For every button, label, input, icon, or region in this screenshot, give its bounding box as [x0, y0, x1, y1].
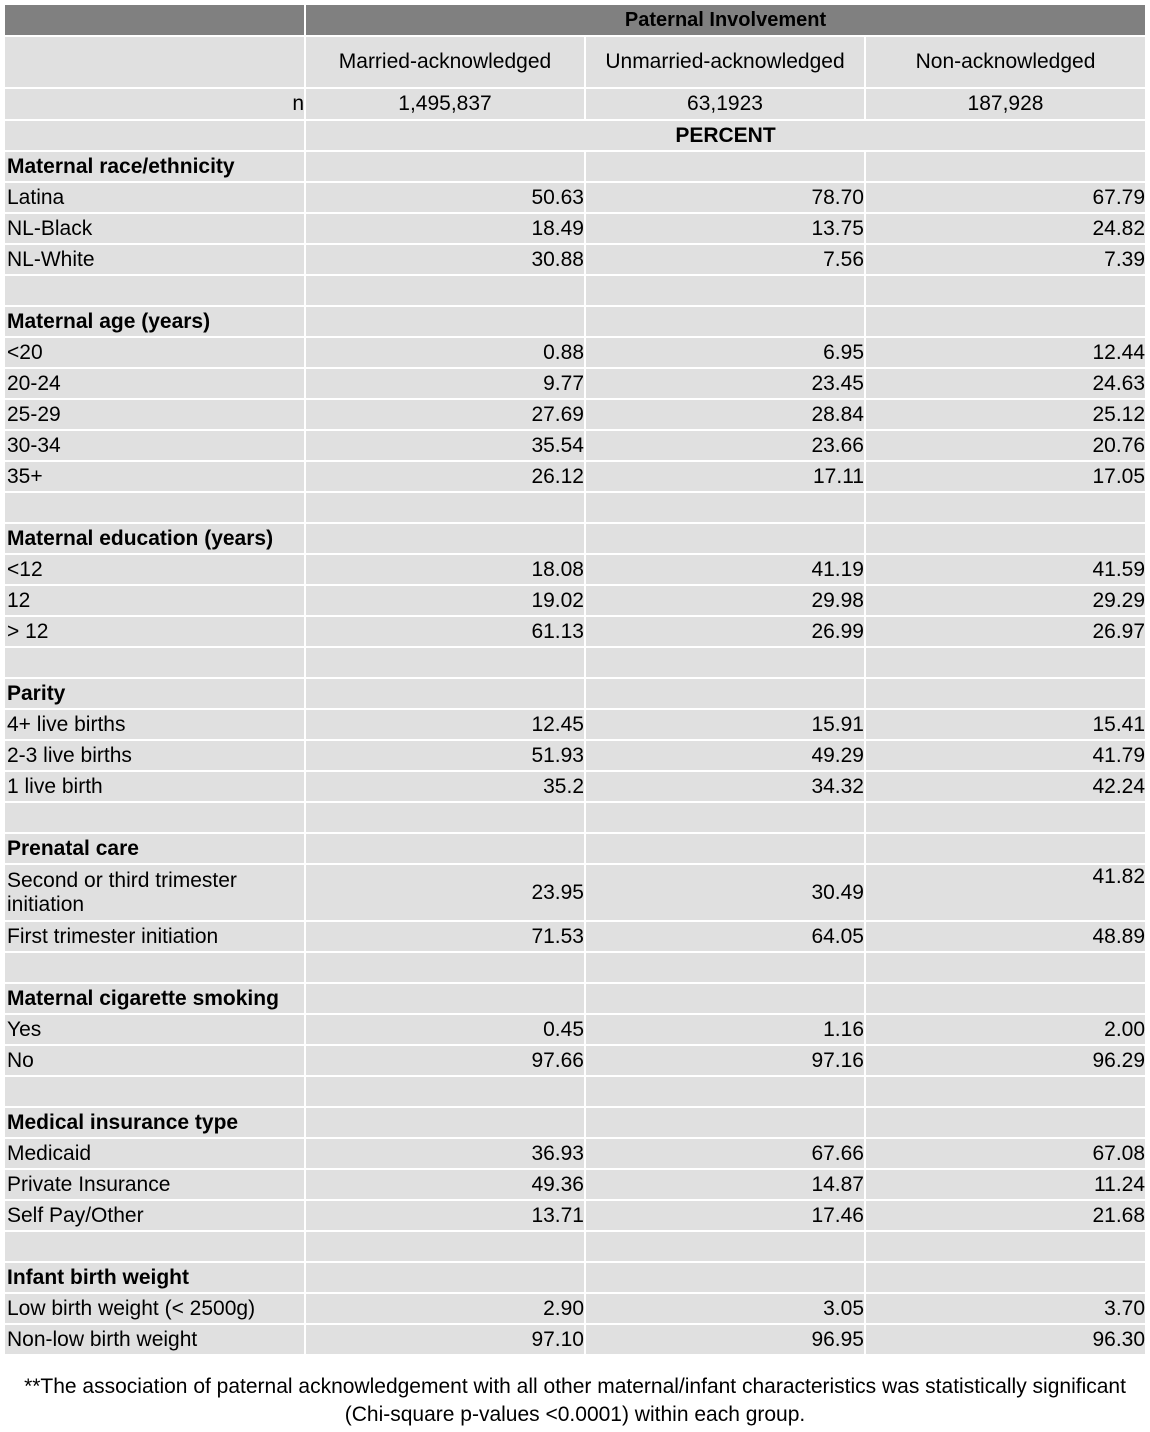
section-heading-row: [4, 306, 1146, 337]
spacer-row: [4, 802, 1146, 833]
row-label: 25-29: [4, 399, 305, 430]
empty-cell: [585, 833, 865, 864]
section-heading-row: [4, 151, 1146, 182]
value-cell: 35.2: [305, 771, 585, 802]
row-label: 35+: [4, 461, 305, 492]
value-cell: 49.36: [305, 1169, 585, 1200]
percent-row: [4, 120, 1146, 151]
value-cell: 30.49: [585, 864, 865, 921]
value-cell: 67.66: [585, 1138, 865, 1169]
table-row: [4, 1014, 1146, 1045]
value-cell: 96.29: [865, 1045, 1146, 1076]
table-row: [4, 244, 1146, 275]
empty-cell: [305, 983, 585, 1014]
empty-cell: [865, 678, 1146, 709]
row-label: NL-Black: [4, 213, 305, 244]
empty-cell: [585, 306, 865, 337]
value-cell: 97.16: [585, 1045, 865, 1076]
value-cell: 1.16: [585, 1014, 865, 1045]
value-cell: 48.89: [865, 921, 1146, 952]
section-heading: Maternal education (years): [4, 523, 305, 554]
value-cell: 7.56: [585, 244, 865, 275]
section-heading: Maternal race/ethnicity: [4, 151, 305, 182]
column-header: Unmarried-acknowledged: [585, 36, 865, 88]
row-label: 1 live birth: [4, 771, 305, 802]
empty-cell: [865, 492, 1146, 523]
empty-cell: [4, 275, 305, 306]
value-cell: 28.84: [585, 399, 865, 430]
value-cell: 50.63: [305, 182, 585, 213]
value-cell: 67.08: [865, 1138, 1146, 1169]
row-label: Private Insurance: [4, 1169, 305, 1200]
value-cell: 97.66: [305, 1045, 585, 1076]
row-label: Non-low birth weight: [4, 1324, 305, 1355]
empty-cell: [865, 647, 1146, 678]
table-row: [4, 709, 1146, 740]
value-cell: 26.12: [305, 461, 585, 492]
empty-cell: [305, 1076, 585, 1107]
table-row: [4, 771, 1146, 802]
value-cell: 0.88: [305, 337, 585, 368]
empty-cell: [305, 952, 585, 983]
column-header: Non-acknowledged: [865, 36, 1146, 88]
empty-cell: [585, 647, 865, 678]
row-label: Latina: [4, 182, 305, 213]
empty-cell: [865, 306, 1146, 337]
spacer-row: [4, 492, 1146, 523]
value-cell: 29.29: [865, 585, 1146, 616]
percent-label: PERCENT: [305, 120, 1146, 151]
row-label: Yes: [4, 1014, 305, 1045]
empty-cell: [865, 1076, 1146, 1107]
value-cell: 19.02: [305, 585, 585, 616]
value-cell: 3.05: [585, 1293, 865, 1324]
n-value: 187,928: [865, 88, 1146, 120]
table-row: [4, 213, 1146, 244]
table-row: [4, 430, 1146, 461]
section-heading-row: [4, 523, 1146, 554]
value-cell: 20.76: [865, 430, 1146, 461]
spacer-row: [4, 275, 1146, 306]
value-cell: 21.68: [865, 1200, 1146, 1231]
column-header-row: [4, 36, 1146, 88]
row-label: <12: [4, 554, 305, 585]
value-cell: 24.82: [865, 213, 1146, 244]
value-cell: 61.13: [305, 616, 585, 647]
empty-cell: [305, 523, 585, 554]
empty-cell: [4, 802, 305, 833]
spacer-row: [4, 647, 1146, 678]
row-label: Low birth weight (< 2500g): [4, 1293, 305, 1324]
value-cell: 41.79: [865, 740, 1146, 771]
empty-cell: [585, 678, 865, 709]
section-heading: Infant birth weight: [4, 1262, 305, 1293]
spacer-row: [4, 1076, 1146, 1107]
footnote: **The association of paternal acknowledgement with all other maternal/infant characteristics was statistically significant (Chi-square p-values <0.0001) within each group.: [24, 1375, 1126, 1426]
empty-cell: [305, 647, 585, 678]
value-cell: 2.90: [305, 1293, 585, 1324]
value-cell: 11.24: [865, 1169, 1146, 1200]
table-row: [4, 182, 1146, 213]
spacer-row: [4, 952, 1146, 983]
section-heading: Maternal cigarette smoking: [4, 983, 305, 1014]
empty-header-cell: [4, 36, 305, 88]
value-cell: 13.75: [585, 213, 865, 244]
empty-cell: [585, 151, 865, 182]
value-cell: 18.49: [305, 213, 585, 244]
row-label: <20: [4, 337, 305, 368]
empty-cell: [305, 802, 585, 833]
empty-cell: [585, 523, 865, 554]
section-heading: Medical insurance type: [4, 1107, 305, 1138]
empty-cell: [865, 523, 1146, 554]
value-cell: 15.41: [865, 709, 1146, 740]
empty-cell: [585, 492, 865, 523]
value-cell: 12.44: [865, 337, 1146, 368]
value-cell: 36.93: [305, 1138, 585, 1169]
value-cell: 26.97: [865, 616, 1146, 647]
value-cell: 17.11: [585, 461, 865, 492]
value-cell: 13.71: [305, 1200, 585, 1231]
empty-cell: [4, 1231, 305, 1262]
value-cell: 17.05: [865, 461, 1146, 492]
table-row: [4, 399, 1146, 430]
group-title: Paternal Involvement: [305, 4, 1146, 36]
value-cell: 34.32: [585, 771, 865, 802]
value-cell: 71.53: [305, 921, 585, 952]
spacer-row: [4, 1231, 1146, 1262]
value-cell: 51.93: [305, 740, 585, 771]
value-cell: 23.66: [585, 430, 865, 461]
empty-cell: [305, 275, 585, 306]
empty-cell: [4, 647, 305, 678]
row-label: 2-3 live births: [4, 740, 305, 771]
n-row: [4, 88, 1146, 120]
table-row: [4, 921, 1146, 952]
group-title-row: [4, 4, 1146, 36]
column-header: Married-acknowledged: [305, 36, 585, 88]
value-cell: 12.45: [305, 709, 585, 740]
empty-cell: [305, 306, 585, 337]
section-heading: Parity: [4, 678, 305, 709]
table-row: [4, 1293, 1146, 1324]
table-row: [4, 1045, 1146, 1076]
empty-percent-cell: [4, 120, 305, 151]
table-body: [4, 4, 1146, 1355]
empty-cell: [4, 952, 305, 983]
value-cell: 29.98: [585, 585, 865, 616]
empty-cell: [585, 1231, 865, 1262]
section-heading-row: [4, 678, 1146, 709]
n-value: 63,1923: [585, 88, 865, 120]
row-label: 20-24: [4, 368, 305, 399]
empty-cell: [865, 983, 1146, 1014]
value-cell: 26.99: [585, 616, 865, 647]
row-label: 30-34: [4, 430, 305, 461]
value-cell: 78.70: [585, 182, 865, 213]
n-label: n: [4, 88, 305, 120]
value-cell: 6.95: [585, 337, 865, 368]
table-row: [4, 337, 1146, 368]
row-label: No: [4, 1045, 305, 1076]
table-row: [4, 554, 1146, 585]
value-cell: 3.70: [865, 1293, 1146, 1324]
value-cell: 49.29: [585, 740, 865, 771]
value-cell: 23.45: [585, 368, 865, 399]
value-cell: 64.05: [585, 921, 865, 952]
empty-cell: [585, 1107, 865, 1138]
empty-cell: [585, 952, 865, 983]
table-row: [4, 368, 1146, 399]
value-cell: 41.59: [865, 554, 1146, 585]
table-row: [4, 1138, 1146, 1169]
empty-cell: [305, 151, 585, 182]
table-row: [4, 1200, 1146, 1231]
empty-cell: [305, 833, 585, 864]
value-cell: 27.69: [305, 399, 585, 430]
section-heading-row: [4, 1107, 1146, 1138]
empty-cell: [865, 1262, 1146, 1293]
empty-cell: [865, 1231, 1146, 1262]
value-cell: 18.08: [305, 554, 585, 585]
section-heading: Maternal age (years): [4, 306, 305, 337]
value-cell: 9.77: [305, 368, 585, 399]
row-label: Second or third trimester initiation: [4, 864, 305, 921]
row-label: Self Pay/Other: [4, 1200, 305, 1231]
row-label: 12: [4, 585, 305, 616]
value-cell: 0.45: [305, 1014, 585, 1045]
empty-cell: [865, 802, 1146, 833]
table-row: [4, 585, 1146, 616]
empty-cell: [865, 833, 1146, 864]
empty-cell: [585, 1262, 865, 1293]
section-heading: Prenatal care: [4, 833, 305, 864]
table-row: [4, 864, 1146, 921]
row-label: > 12: [4, 616, 305, 647]
value-cell: 42.24: [865, 771, 1146, 802]
empty-cell: [585, 983, 865, 1014]
empty-cell: [865, 275, 1146, 306]
section-heading-row: [4, 1262, 1146, 1293]
row-label: NL-White: [4, 244, 305, 275]
empty-cell: [305, 678, 585, 709]
empty-cell: [585, 275, 865, 306]
n-value: 1,495,837: [305, 88, 585, 120]
value-cell: 97.10: [305, 1324, 585, 1355]
value-cell: 96.95: [585, 1324, 865, 1355]
empty-cell: [585, 802, 865, 833]
empty-corner-cell: [4, 4, 305, 36]
value-cell: 96.30: [865, 1324, 1146, 1355]
value-cell: 24.63: [865, 368, 1146, 399]
empty-cell: [305, 1107, 585, 1138]
empty-cell: [305, 492, 585, 523]
value-cell: 23.95: [305, 864, 585, 921]
empty-cell: [305, 1231, 585, 1262]
section-heading-row: [4, 983, 1146, 1014]
value-cell: 17.46: [585, 1200, 865, 1231]
value-cell: 25.12: [865, 399, 1146, 430]
table-row: [4, 616, 1146, 647]
row-label: 4+ live births: [4, 709, 305, 740]
value-cell: 7.39: [865, 244, 1146, 275]
value-cell: 30.88: [305, 244, 585, 275]
empty-cell: [865, 151, 1146, 182]
value-cell: 41.19: [585, 554, 865, 585]
value-cell: 15.91: [585, 709, 865, 740]
characteristics-table: [3, 3, 1147, 1356]
empty-cell: [4, 492, 305, 523]
value-cell: 35.54: [305, 430, 585, 461]
table-row: [4, 1169, 1146, 1200]
row-label: First trimester initiation: [4, 921, 305, 952]
value-cell: 41.82: [865, 864, 1146, 921]
table-row: [4, 461, 1146, 492]
row-label: Medicaid: [4, 1138, 305, 1169]
value-cell: 67.79: [865, 182, 1146, 213]
empty-cell: [865, 1107, 1146, 1138]
table-row: [4, 740, 1146, 771]
empty-cell: [4, 1076, 305, 1107]
empty-cell: [585, 1076, 865, 1107]
empty-cell: [305, 1262, 585, 1293]
value-cell: 14.87: [585, 1169, 865, 1200]
table-row: [4, 1324, 1146, 1355]
empty-cell: [865, 952, 1146, 983]
value-cell: 2.00: [865, 1014, 1146, 1045]
section-heading-row: [4, 833, 1146, 864]
